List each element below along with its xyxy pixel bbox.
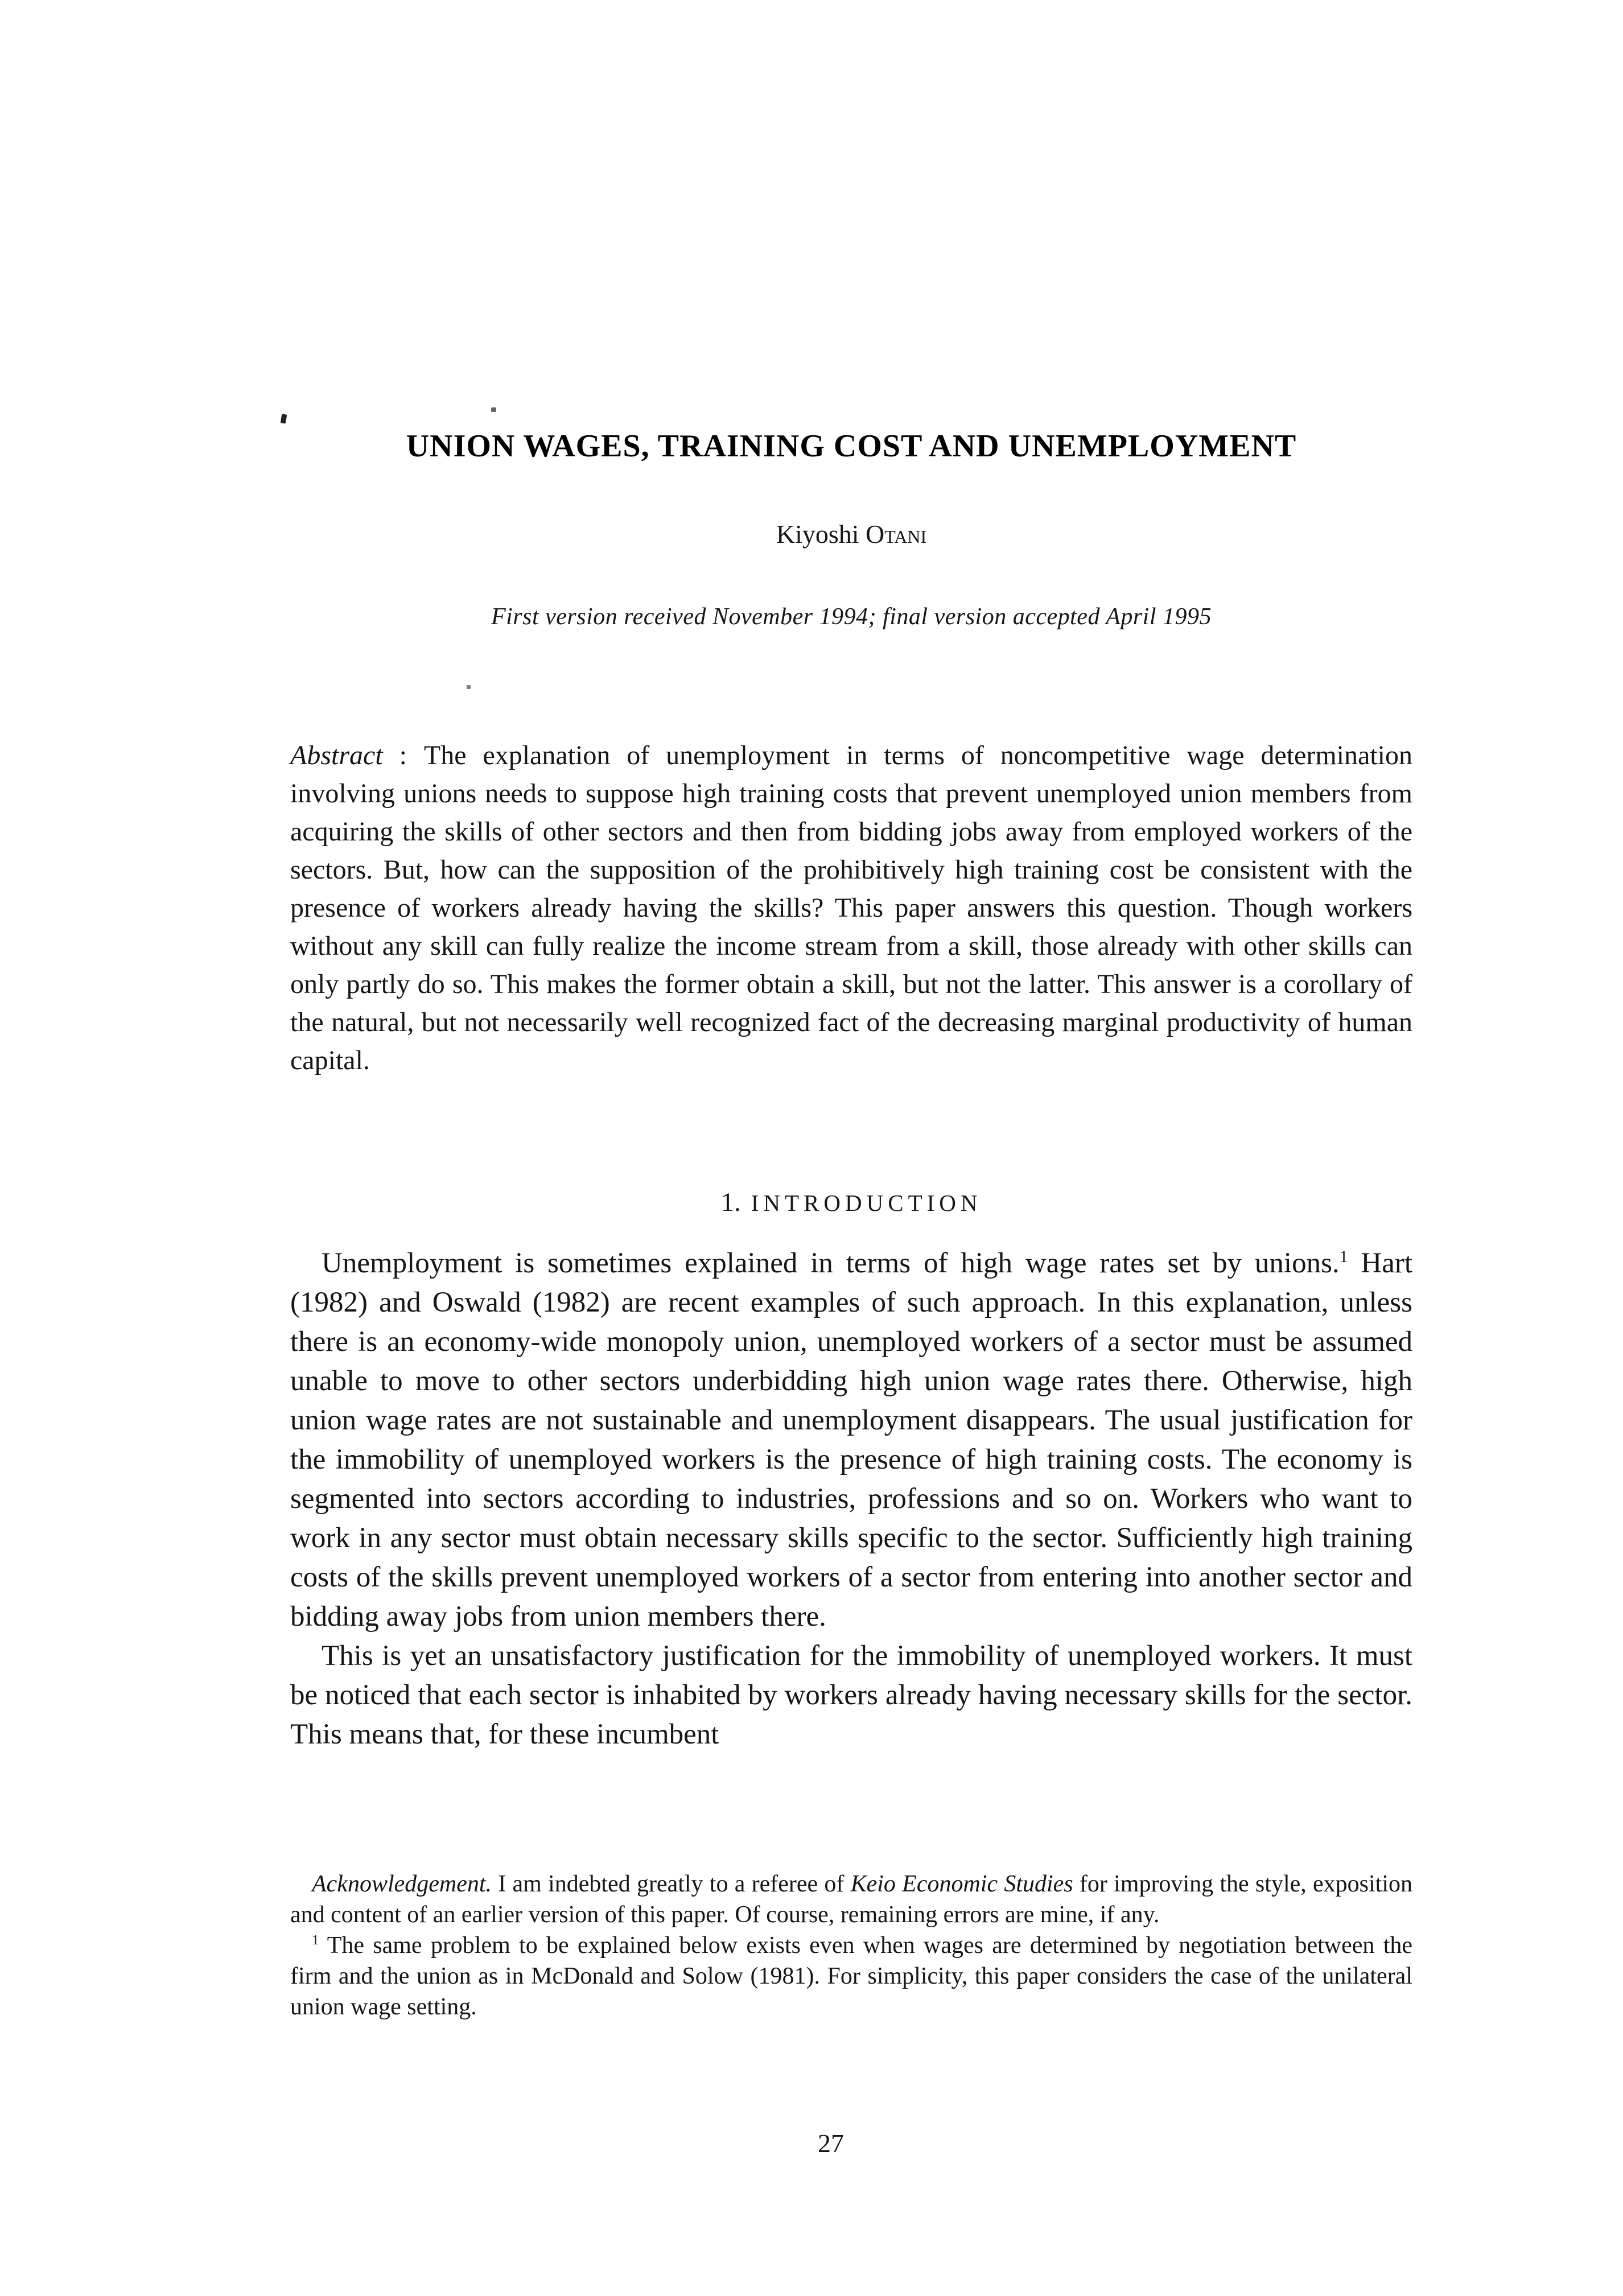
author-given-name: Kiyoshi [776, 520, 866, 549]
acknowledgement-text-1: I am indebted greatly to a referee of [492, 1871, 851, 1897]
intro-p1-text-after-ref: Hart (1982) and Oswald (1982) are recent examples of such approach. In this explanation, unless there is an economy-wide monopoly union, unemployed workers of a sector must be assumed unable to move to other sectors underbidding high union wage rates there. Otherwise, high union wage rates are not sustainable and unemployment disappears. The usual justification for the immobility of unemployed workers is the presence of high training costs. The economy is segmented into sectors according to industries, professions and so on. Workers who want to work in any sector must obtain necessary skills specific to the sector. Sufficiently high training costs of the skills prevent unemployed workers of a sector from entering into another sector and bidding away jobs from union members there. [290, 1247, 1412, 1633]
intro-paragraph-2: This is yet an unsatisfactory justification for the immobility of unemployed workers. It must be noticed that each sector is inhabited by workers already having necessary skills for the sector. This means that, for these incumbent [290, 1640, 1412, 1750]
page-number: 27 [818, 2129, 844, 2158]
section-title: INTRODUCTION [751, 1190, 982, 1216]
scan-speck [491, 407, 496, 412]
footnote-1 [290, 1930, 1412, 2022]
version-history-line: First version received November 1994; final version accepted April 1995 [491, 604, 1212, 630]
footnote-1-text: The same problem to be explained below exists even when wages are determined by negotiation between the firm and the union as in McDonald and Solow (1981). For simplicity, this paper considers the case of the unilateral union wage setting. [290, 1932, 1412, 2020]
intro-p1-text-before-ref: Unemployment is sometimes explained in terms of high wage rates set by unions. [322, 1247, 1340, 1279]
acknowledgement-label: Acknowledgement. [312, 1871, 492, 1897]
footnote-reference-mark: 1 [1339, 1248, 1348, 1266]
abstract-paragraph [290, 736, 1412, 1079]
author-line [290, 519, 1412, 549]
section-heading [290, 1187, 1412, 1218]
acknowledgement-note [290, 1869, 1412, 1930]
footnote-block [290, 1869, 1412, 2022]
introduction-body [290, 1244, 1412, 1754]
scan-speck [467, 685, 471, 689]
abstract-label: Abstract [290, 740, 383, 770]
abstract-separator: : [382, 740, 407, 770]
section-number: 1. [720, 1188, 741, 1217]
author-family-name: Otani [866, 520, 927, 549]
footnote-1-marker: 1 [312, 1932, 319, 1948]
paper-title: UNION WAGES, TRAINING COST AND UNEMPLOYMENT [406, 428, 1297, 464]
scan-speck [281, 414, 287, 423]
intro-paragraph-1 [290, 1244, 1412, 1637]
abstract-text: The explanation of unemployment in terms of noncompetitive wage determination involving unions needs to suppose high training costs that prevent unemployed union members from acquiring the skills of other sectors and then from bidding jobs away from employed workers of the sectors. But, how can the supposition of the prohibitively high training cost be consistent with the presence of workers already having the skills? This paper answers this question. Though workers without any skill can fully realize the income stream from a skill, those already with other skills can only partly do so. This makes the former obtain a skill, but not the latter. This answer is a corollary of the natural, but not necessarily well recognized fact of the decreasing marginal productivity of human capital. [290, 740, 1412, 1075]
journal-name: Keio Economic Studies [850, 1871, 1073, 1897]
acknowledgement-text-2: for improving the style, exposition and content of an earlier version of this paper. Of course, remaining errors are mine, if any. [290, 1871, 1412, 1928]
